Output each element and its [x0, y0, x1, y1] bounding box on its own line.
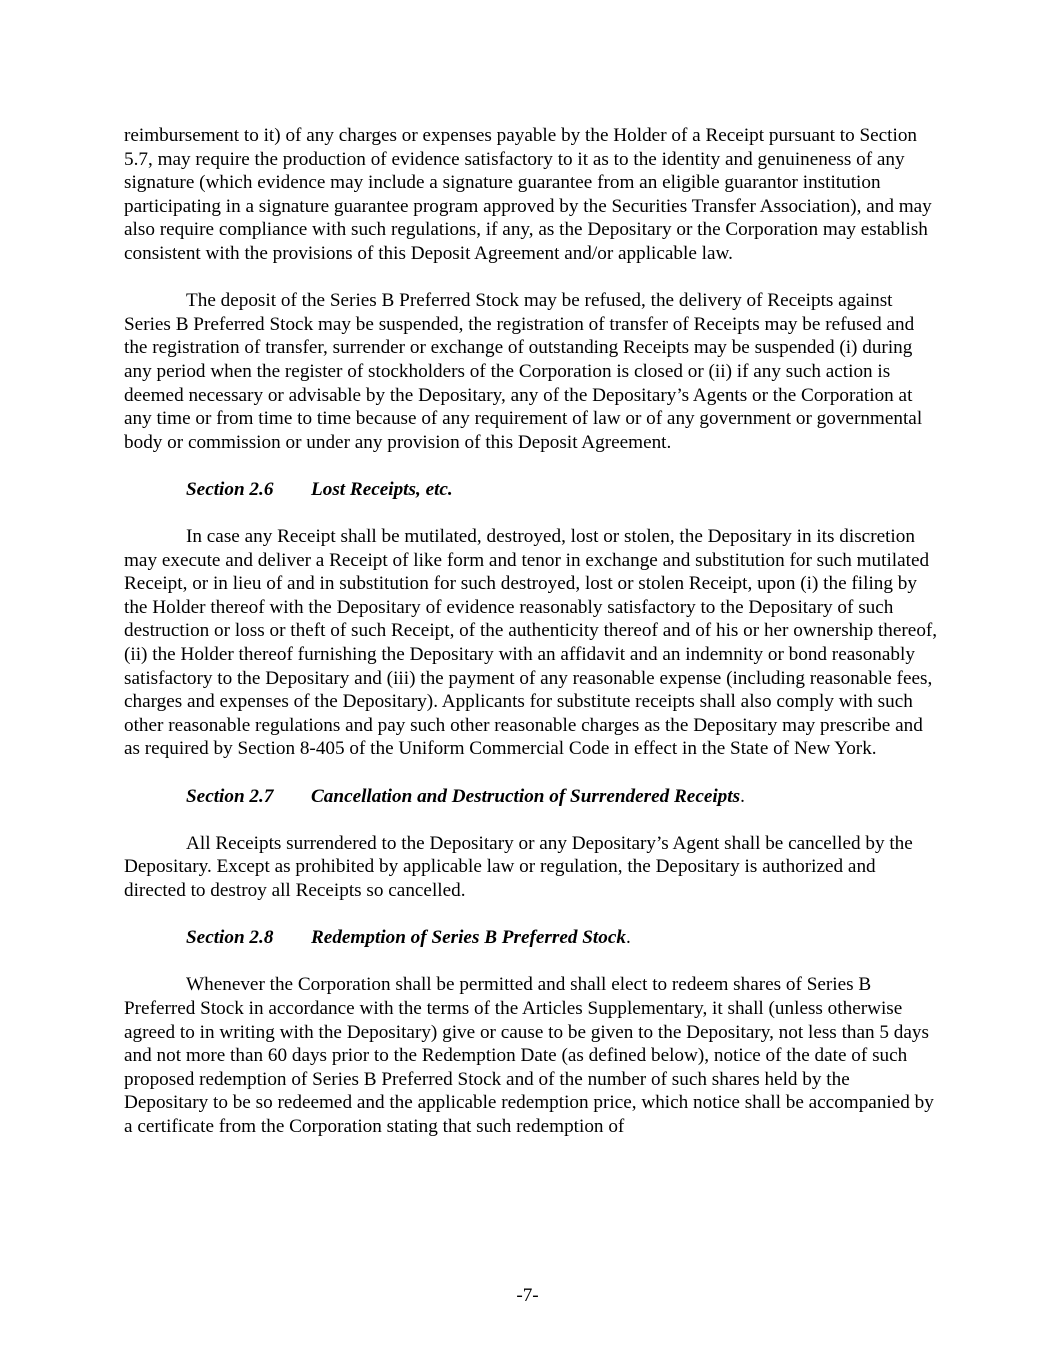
- section-number: Section 2.6: [186, 478, 274, 500]
- section-title-period: .: [740, 785, 745, 807]
- paragraph-deposit-refusal: The deposit of the Series B Preferred Stock may be refused, the delivery of Receipts against Series B Preferred Stock may be suspended, the registration of transfer of Receipts may be refused and the registration of transfer, surrender or exchange of outstanding Receipts may be suspended (i) during any period when the register of stockholders of the Corporation is closed or (ii) if any such action is deemed necessary or advisable by the Depositary, any of the Depositary’s Agents or the Corporation at any time or from time to time because of any requirement of law or of any government or governmental body or commission or under any provision of this Deposit Agreement.: [124, 290, 923, 453]
- paragraph-cancellation: All Receipts surrendered to the Depositary or any Depositary’s Agent shall be cancelled by the Depositary. Except as prohibited by applicable law or regulation, the Depositary is authorized and directed to destroy all Receipts so cancelled.: [124, 832, 913, 901]
- section-title: Redemption of Series B Preferred Stock: [311, 927, 626, 949]
- paragraph-lost-receipts: In case any Receipt shall be mutilated, destroyed, lost or stolen, the Depositary in its discretion may execute and deliver a Receipt of like form and tenor in exchange and substitution for such mutilated Receipt, or in lieu of and in substitution for such destroyed, lost or stolen Receipt, upon (i) the filing by the Holder thereof with the Depositary of evidence reasonably satisfactory to the Depositary of such destruction or loss or theft of such Receipt, of the authenticity thereof and of his or her ownership thereof, (ii) the Holder thereof furnishing the Depositary with an affidavit and an indemnity or bond reasonably satisfactory to the Depositary and (iii) the payment of any reasonable expense (including reasonable fees, charges and expenses of the Depositary). Applicants for substitute receipts shall also comply with such other reasonable regulations and pay such other reasonable charges as the Depositary may prescribe and as required by Section 8-405 of the Uniform Commercial Code in effect in the State of New York.: [124, 526, 938, 760]
- document-body: [124, 124, 938, 1162]
- section-number: Section 2.7: [186, 785, 274, 807]
- section-title: Cancellation and Destruction of Surrendered Receipts: [311, 785, 741, 807]
- section-title-period: .: [625, 927, 631, 949]
- section-title: Lost Receipts, etc.: [311, 478, 453, 500]
- section-heading-2-6: [186, 478, 938, 502]
- section-heading-2-8: [186, 926, 938, 950]
- page-number: -7-: [516, 1285, 539, 1306]
- section-heading-2-7: [186, 785, 938, 809]
- paragraph-redemption: Whenever the Corporation shall be permitted and shall elect to redeem shares of Series B Preferred Stock in accordance with the terms of the Articles Supplementary, it shall (unless otherwise agreed to in writing with the Depositary) give or cause to be given to the Depositary, not less than 5 days and not more than 60 days prior to the Redemption Date (as defined below), notice of the date of such proposed redemption of Series B Preferred Stock and of the number of such shares held by the Depositary to be so redeemed and the applicable redemption price, which notice shall be accompanied by a certificate from the Corporation stating that such redemption of: [124, 974, 934, 1137]
- paragraph-continuation: reimbursement to it) of any charges or expenses payable by the Holder of a Receipt pursuant to Section 5.7, may require the production of evidence satisfactory to it as to the identity and genuineness of any signature (which evidence may include a signature guarantee from an eligible guarantor institution participating in a signature guarantee program approved by the Securities Transfer Association), and may also require compliance with such regulations, if any, as the Depositary or the Corporation may establish consistent with the provisions of this Deposit Agreement and/or applicable law.: [124, 125, 932, 264]
- section-number: Section 2.8: [186, 927, 274, 949]
